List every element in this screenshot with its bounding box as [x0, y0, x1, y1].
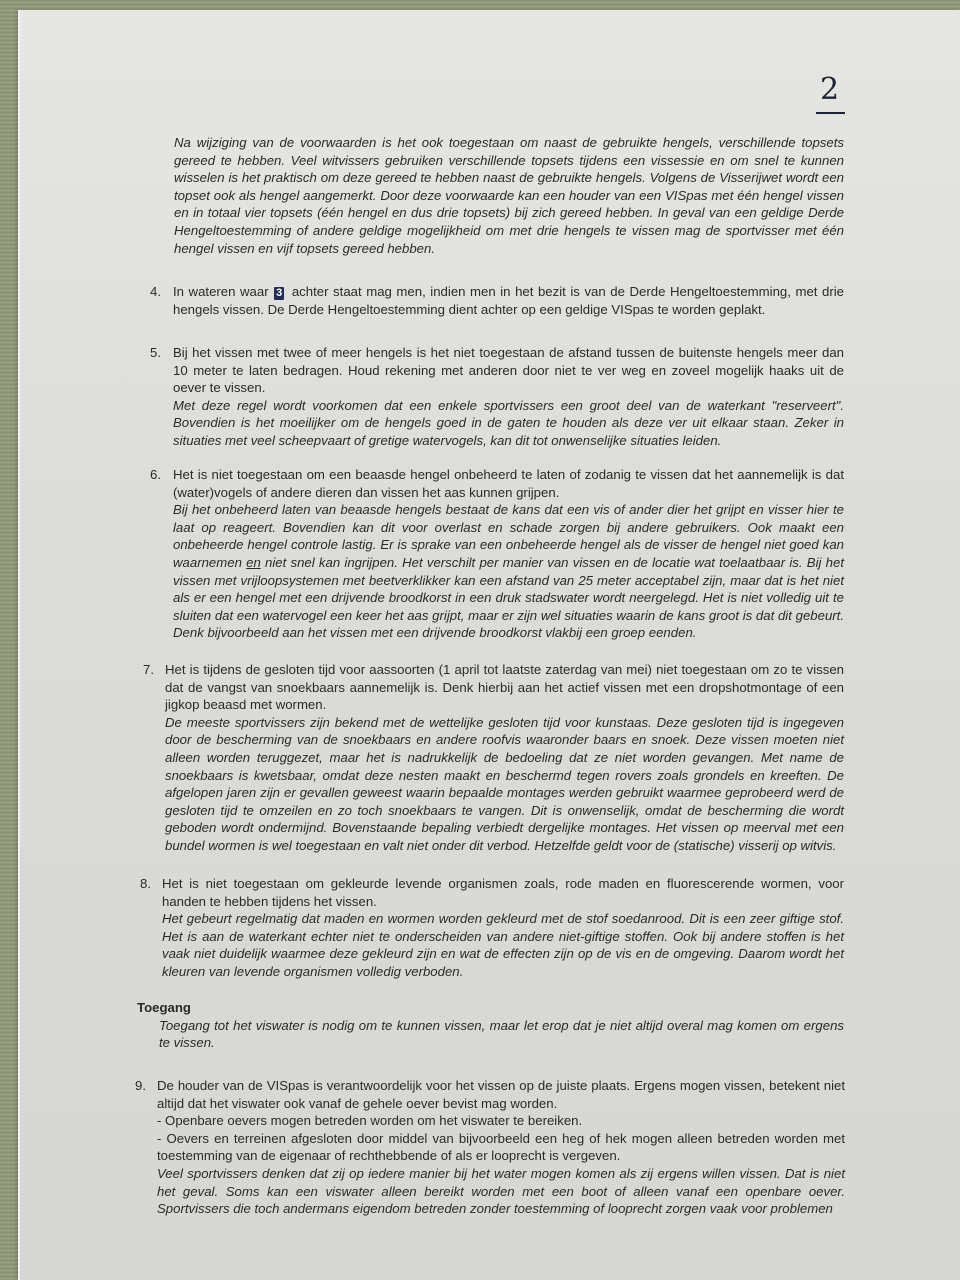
rule-6	[150, 466, 844, 642]
topsets-note	[174, 134, 844, 257]
rule-text: In wateren waar 3 achter staat mag men, indien men in het bezit is van de Derde Hengeltoestemming, met drie hengels vissen. De Derde Hengeltoestemming dient achter op een geldige VISpas te worden geplakt.	[173, 284, 844, 317]
rule-5	[150, 344, 844, 450]
rule-4	[150, 283, 844, 318]
rule-explanation: Veel sportvissers denken dat zij op iedere manier bij het water mogen komen als zij ergens willen vissen. Dat is niet het geval. Soms kan een viswater alleen bereikt worden met een boot of alleen vanaf een openbare oever. Sportvissers die toch andermans eigendom betreden zonder toestemming of looprecht zorgen vaak voor problemen	[157, 1165, 845, 1217]
rule-number: 4.	[150, 284, 161, 299]
rule-text: Bij het vissen met twee of meer hengels is het niet toegestaan de afstand tussen de buitenste hengels meer dan 10 meter te laten bedragen. Houd rekening met anderen door niet te ver weg en zoveel mogelijk haaks uit de oever te vissen.	[173, 345, 844, 396]
rule-text: Het is niet toegestaan om gekleurde levende organismen zoals, rode maden en fluorescerende wormen, voor handen te hebben tijdens het vissen.	[162, 876, 844, 909]
rule-7	[143, 661, 844, 855]
rule-bullet: - Openbare oevers mogen betreden worden om het viswater te bereiken.	[157, 1113, 583, 1129]
rule-9	[135, 1077, 845, 1218]
rule-number: 7.	[143, 662, 154, 677]
three-rods-badge-icon: 3	[276, 287, 283, 299]
section-toegang	[137, 999, 844, 1052]
document-page	[20, 10, 960, 1280]
rule-number: 6.	[150, 467, 161, 482]
section-heading: Toegang	[137, 1000, 191, 1015]
rule-bullet: - Oevers en terreinen afgesloten door middel van bijvoorbeeld een heg of hek mogen alleen betreden worden met toestemming van de eigenaar of rechthebbende of als er looprecht is vergeven.	[157, 1130, 845, 1164]
rule-explanation: Met deze regel wordt voorkomen dat een enkele sportvissers een groot deel van de waterkant "reserveert". Bovendien is het moeilijker om de hengels goed in de gaten te houden als deze ver uit elkaar staan. Zeker in situaties met veel scheepvaart of gretige watervogels, kan dit tot onwenselijke situaties leiden.	[173, 397, 844, 448]
rule-explanation: De meeste sportvissers zijn bekend met de wettelijke gesloten tijd voor kunstaas. Deze gesloten tijd is ingegeven door de bescherming van de snoekbaars en andere roofvis waaronder baars en snoek. Deze vissen moeten niet alleen worden teruggezet, maar het is nadrukkelijk de bedoeling dat ze niet worden gevangen. Met name de snoekbaars is kwetsbaar, omdat deze nesten maakt en beschermd tegen rovers zoals grondels en kreeften. De afgelopen jaren zijn er gevallen geweest waarin bepaalde montages werden gebruikt waarmee geprobeerd werd de gesloten tijd te omzeilen en zo toch snoekbaars te vangen. Dit is onwenselijk, omdat de bescherming die wordt geboden wordt ondermijnd. Bovenstaande bepaling verbiedt dergelijke montages. Het vissen op meerval met een bundel wormen is wel toegestaan en valt niet onder dit verbod. Hetzelfde geldt voor de (statische) visserij op witvis.	[165, 714, 844, 853]
topsets-note-text: Na wijziging van de voorwaarden is het ook toegestaan om naast de gebruikte hengels, verschillende topsets gereed te hebben. Veel witvissers gebruiken verschillende topsets tijdens een vissessie en om snel te kunnen wisselen is het praktisch om deze gereed te hebben naast de gebruikte hengels. Volgens de Visserijwet wordt een topset ook als hengel aangemerkt. Door deze voorwaarde kan een houder van een VISpas met één hengel vissen en in totaal vier topsets (één hengel en dus drie topsets) bij zich gereed hebben. In geval van een geldige Derde Hengeltoestemming of andere geldige mogelijkheid om met drie hengels te vissen mag de sportvisser met één hengel vissen en vijf topsets gereed hebben.	[174, 135, 844, 256]
rule-explanation: Bij het onbeheerd laten van beaasde hengels bestaat de kans dat een vis of ander dier het grijpt en visser hier te laat op reageert. Bovendien kan dit voor overlast en schade zorgen bij andere gebruikers. Ook maakt een onbeheerde hengel controle lastig. Er is sprake van een onbeheerde hengel als de visser de hengel niet goed kan waarnemen en niet snel kan ingrijpen. Het verschilt per manier van vissen en de locatie wat toelaatbaar is. Bij het vissen met vrijloopsystemen met beetverklikker kan een afstand van 25 meter acceptabel zijn, maar dat is het niet als er een hengel met een drijvende broodkorst in een druk stadswater wordt neergelegd. Het is niet volledig uit te sluiten dat een watervogel een keer het aas grijpt, maar er zijn wel situaties waarin de kans groot is dat dit gebeurt. Denk bijvoorbeeld aan het vissen met een drijvende broodkorst vlakbij een groep eenden.	[173, 502, 844, 641]
rule-number: 8.	[140, 876, 151, 891]
rule-explanation: Het gebeurt regelmatig dat maden en wormen worden gekleurd met de stof soedanrood. Dit is een zeer giftige stof. Het is aan de waterkant echter niet te onderscheiden van andere niet-giftige stoffen. Ook bij andere stoffen is het vaak niet duidelijk waarmee deze gekleurd zijn en wat de effecten zijn op de vis en de omgeving. Daarom wordt het kleuren van levende organismen volledig verboden.	[162, 911, 844, 979]
section-intro: Toegang tot het viswater is nodig om te kunnen vissen, maar let erop dat je niet altijd overal mag komen om ergens te vissen.	[159, 1017, 844, 1051]
rule-8	[140, 875, 844, 981]
handwritten-page-number: 2	[820, 72, 840, 107]
rule-number: 9.	[135, 1078, 146, 1093]
rule-text: Het is niet toegestaan om een beaasde hengel onbeheerd te laten of zodanig te vissen dat het aannemelijk is dat (water)vogels of andere dieren dan vissen het aas kunnen grijpen.	[173, 467, 844, 500]
rule-text: Het is tijdens de gesloten tijd voor aassoorten (1 april tot laatste zaterdag van mei) niet toegestaan om zo te vissen dat de vangst van snoekbaars aannemelijk is. Denk hierbij aan het actief vissen met een dropshotmontage of een jigkop beaasd met wormen.	[165, 662, 844, 713]
rule-number: 5.	[150, 345, 161, 360]
rule-text: De houder van de VISpas is verantwoordelijk voor het vissen op de juiste plaats. Ergens mogen vissen, betekent niet altijd dat het viswater ook vanaf de gehele oever bevist mag worden.	[157, 1078, 845, 1111]
